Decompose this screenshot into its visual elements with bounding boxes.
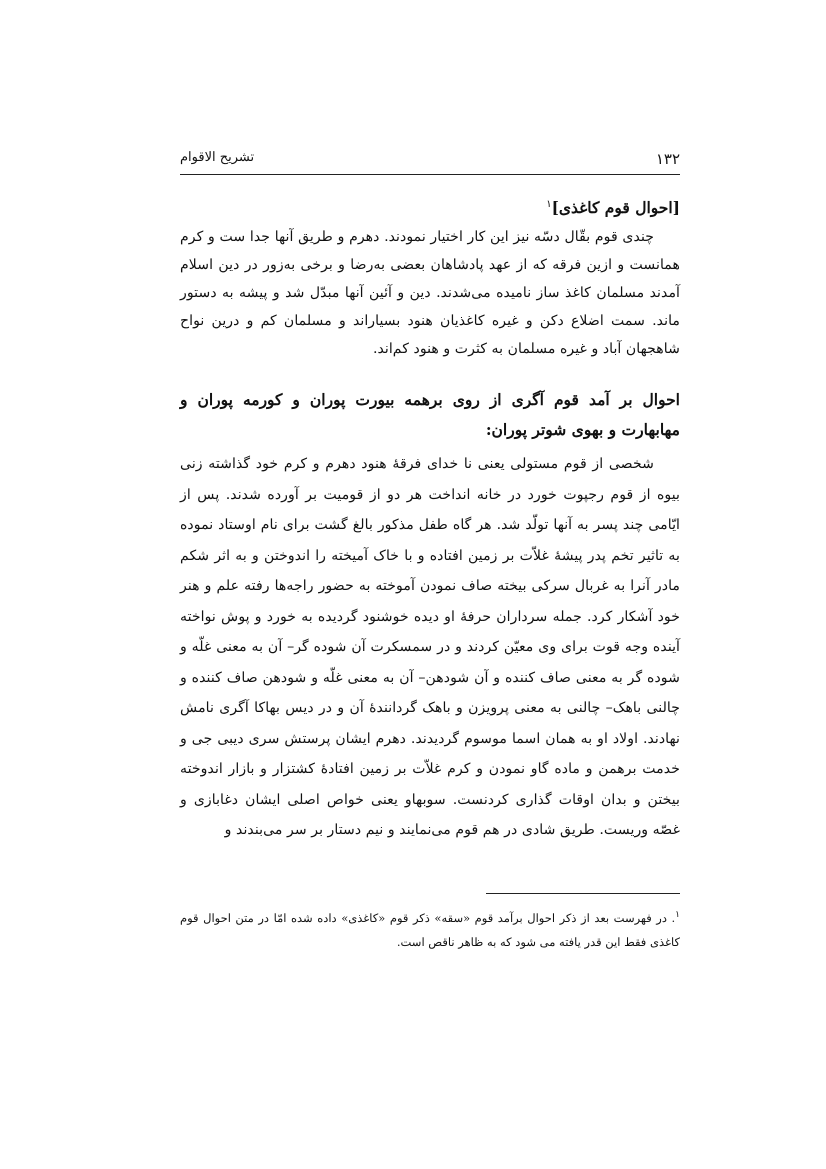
- page-number: ۱۳۲: [655, 150, 680, 168]
- header-divider: [180, 174, 680, 175]
- book-title: تشریح الاقوام: [180, 150, 255, 165]
- footnote-reference[interactable]: ۱: [546, 199, 552, 210]
- section-heading-agari: احوال بر آمد قوم آگری از روی برهمه بیورت پوران و کورمه پوران و مهابهارت و بهوی شوتر پوران:: [180, 390, 680, 440]
- footnote-mark: ۱: [675, 910, 680, 920]
- footnote-text: . در فهرست بعد از ذکر احوال برآمد قوم «سقه» ذکر قوم «کاغذی» داده شده امّا در متن احوال قوم کاغذی فقط این قدر یافته می شود که به ظاهر ناقص است.: [180, 910, 680, 949]
- section-heading-text: [احوال قوم کاغذی]: [551, 198, 680, 218]
- paragraph-kaghazi: چندی قوم بقّال دسّه نیز این کار اختیار نمودند. دهرم و طریق آنها جدا ست و کرم همانست و ازین فرقه که از عهد پادشاهان بعضی به‌رضا و برخی به‌زور در دین اسلام آمدند مسلمان کاغذ ساز نامیده می‌شدند. دین و آئین آنها مبدّل شد و پیشه به دستور ماند. سمت اضلاع دکن و غیره کاغذیان هنود بسیاراند و مسلمان کم و درین نواح شاهجهان آباد و غیره مسلمان به کثرت و هنود کم‌اند.: [180, 229, 680, 358]
- footnote: [180, 903, 680, 954]
- section-heading-kaghazi: [180, 190, 680, 223]
- running-header: [180, 148, 680, 174]
- main-content: [180, 190, 680, 846]
- footnote-divider: [486, 893, 680, 894]
- paragraph-agari: شخصی از قوم مستولی یعنی نا خدای فرقهٔ هنود دهرم و کرم خود گذاشته زنی بیوه از قوم رجپوت خورد در خانه انداخت هر دو از قومیت بر آورده شدند. پس از ایّامی چند پسر به آنها تولّد شد. هر گاه طفل مذکور بالغ گشت برای نام اوستاد نموده به تاثیر تخم پدر پیشهٔ غلاّت بر زمین افتاده و با خاک آمیخته را اندوختن و به اثر شکم مادر آنرا به غربال سرکی بیخته صاف نمودن آموخته به حضور راجه‌ها رفته علم و هنر خود آشکار کرد. جمله سرداران حرفهٔ او دیده خوشنود گردیده به خورد و پوش نواخته آینده وجه قوت برای وی معیّن کردند و در سمسکرت آن شوده گر– آن به معنی غلّه و شوده گر به معنی صاف کننده و آن شودهن– آن به معنی غلّه و شودهن صاف کننده و چالنی باهک– چالنی به معنی پرویزن و باهک گردانندهٔ آن و در دیس بهاکا آگری نامش نهادند. اولاد او به همان اسما موسوم گردیدند. دهرم ایشان پرستش سری دیبی جی و خدمت برهمن و ماده گاو نمودن و کرم غلاّت بر زمین افتادهٔ کشتزار و بازار اندوخته بیختن و بدان اوقات گذاری کردنست. سوبهاو یعنی خواص اصلی ایشان دغابازی و غصّه وریست. طریق شادی در هم قوم می‌نمایند و نیم دستار بر سر می‌بندند و: [180, 456, 680, 839]
